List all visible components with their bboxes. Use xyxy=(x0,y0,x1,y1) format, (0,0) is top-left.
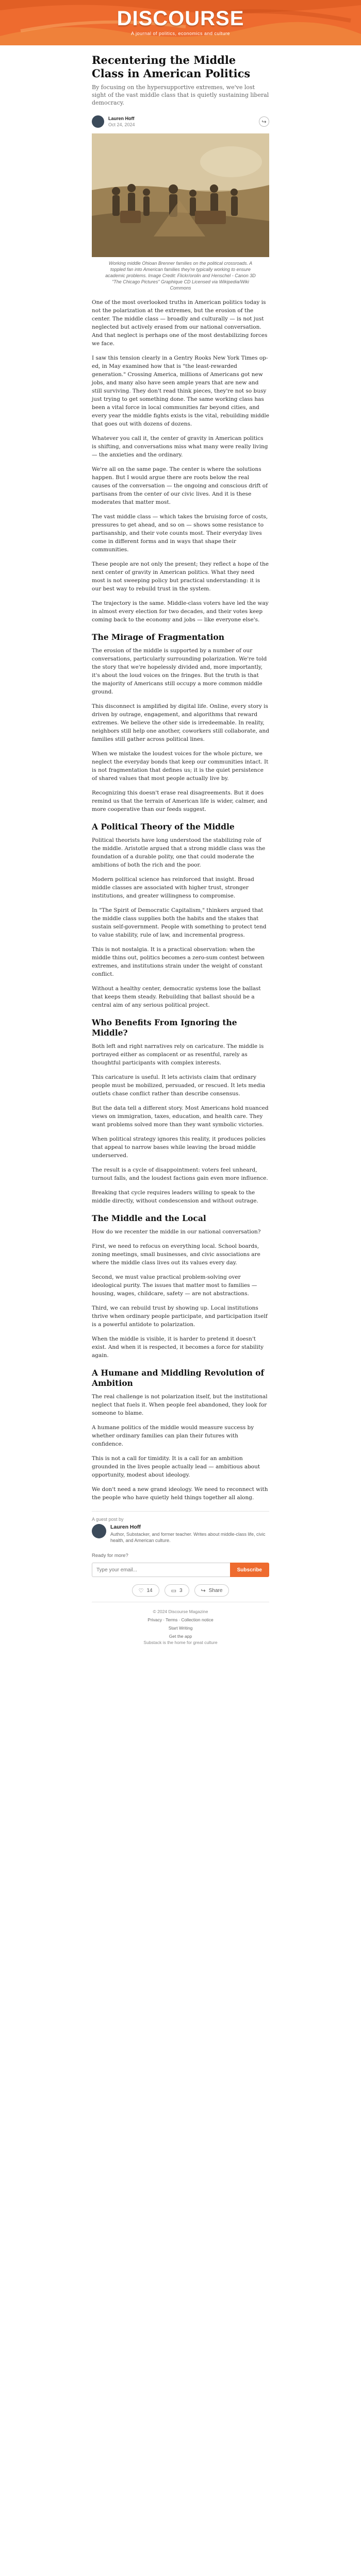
body-paragraph: The vast middle class — which takes the bruising force of costs, pressures to get ahead, and so on — shows some resistance to partisanship, and their vote counts most. Their everyday lives come in different forms and in ways that shape their communities. xyxy=(92,514,268,553)
hero-illustration xyxy=(92,133,269,257)
comment-icon: ▭ xyxy=(171,1587,176,1594)
body-paragraph: Without a healthy center, democratic systems lose the ballast that keeps them steady. Rebuilding that ballast should be a central aim of any serious political project. xyxy=(92,986,261,1008)
like-count: 14 xyxy=(146,1587,153,1594)
author-card-name[interactable]: Lauren Hoff xyxy=(110,1524,141,1530)
post-actions xyxy=(92,1584,269,1597)
body-paragraph: A humane politics of the middle would measure success by whether ordinary families can plan their futures with confidence. xyxy=(92,1425,254,1447)
intro-paragraphs xyxy=(92,298,269,624)
share-label: Share xyxy=(208,1587,223,1594)
masthead-banner[interactable] xyxy=(0,0,361,45)
author-name[interactable]: Lauren Hoff xyxy=(108,116,135,121)
body-paragraph: The erosion of the middle is supported by a number of our conversations, particularly surrounding polarization. We're told the story that we're hopelessly divided and, more importantly, it's about the loud voices on the fringes. But the truth is that the majority of Americans still occupy a more common middle ground. xyxy=(92,648,267,695)
section-heading: The Middle and the Local xyxy=(92,1213,206,1223)
body-paragraph: The result is a cycle of disappointment: voters feel unheard, turnout falls, and the loudest factions gain even more influence. xyxy=(92,1167,268,1181)
body-paragraph: When the middle is visible, it is harder to pretend it doesn't exist. And when it is respected, it becomes a force for stability again. xyxy=(92,1336,264,1359)
section-heading: Who Benefits From Ignoring the Middle? xyxy=(92,1018,237,1038)
comment-count: 3 xyxy=(179,1587,183,1594)
body-paragraph: Modern political science has reinforced that insight. Broad middle classes are associated with higher trust, stronger institutions, and greater willingness to compromise. xyxy=(92,876,254,899)
footer-substack-tagline: Substack is the home for great culture xyxy=(143,1640,218,1645)
body-paragraph: The trajectory is the same. Middle-class voters have led the way in almost every election for two decades, and their votes keep coming back to the economy and jobs — like everyone else's. xyxy=(92,600,269,623)
body-paragraph: Third, we can rebuild trust by showing up. Local institutions thrive when ordinary people participate, and participation itself is a powerful antidote to polarization. xyxy=(92,1305,268,1328)
section-heading: The Mirage of Fragmentation xyxy=(92,632,224,642)
body-paragraph: Second, we must value practical problem-solving over ideological purity. The issues that matter most to families — housing, wages, childcare, safety — are not abstractions. xyxy=(92,1274,257,1297)
heart-icon: ♡ xyxy=(138,1587,144,1594)
hero-caption: Working middle Ohioan Brenner families on the political crossroads. A toppled fan into American families they're typically working to ensure academic problems. Image Credit: Flickr/orolin and Henschel - Canon 3D "The Chicago Pictures" Graphique CD Licensed via Wikipedia/Wiki Commons xyxy=(105,261,256,291)
share-icon[interactable]: ↪ xyxy=(259,116,269,127)
body-paragraph: This is not nostalgia. It is a practical observation: when the middle thins out, politics becomes a zero-sum contest between extremes, and institutions strain under the weight of constant conflict. xyxy=(92,946,265,977)
article-container xyxy=(92,54,269,1654)
footer-links[interactable]: Privacy ∙ Terms ∙ Collection notice xyxy=(147,1617,214,1622)
body-paragraph: How do we recenter the middle in our national conversation? xyxy=(92,1229,261,1235)
body-paragraph: These people are not only the present; they reflect a hope of the next center of gravity in American politics. What they need most is not sweeping policy but practical understanding: it is our best way to rebuild trust in the system. xyxy=(92,561,269,592)
body-paragraph: We don't need a new grand ideology. We need to reconnect with the people who have quietly held things together all along. xyxy=(92,1486,268,1501)
subscribe-button[interactable]: Subscribe xyxy=(230,1563,269,1577)
author-card-bio: Author, Substacker, and former teacher. Writes about middle-class life, civic health, and American culture. xyxy=(110,1532,266,1543)
email-input[interactable] xyxy=(92,1563,230,1577)
share-arrow-icon: ↪ xyxy=(201,1587,206,1594)
body-paragraph: Both left and right narratives rely on caricature. The middle is portrayed either as complacent or as resentful, rarely as thoughtful participants with complex interests. xyxy=(92,1043,264,1066)
body-paragraph: This is not a call for timidity. It is a call for an ambition grounded in the lives people actually lead — ambitious about opportunity, modest about ideology. xyxy=(92,1455,260,1478)
body-paragraph: This caricature is useful. It lets activists claim that ordinary people must be mobilized, persuaded, or rescued. It lets media outlets chase conflict rather than describe consensus. xyxy=(92,1074,266,1097)
author-avatar[interactable] xyxy=(92,115,104,128)
section-heading: A Humane and Middling Revolution of Ambition xyxy=(92,1368,265,1388)
share-button[interactable] xyxy=(194,1584,229,1597)
article-sections xyxy=(92,632,269,1502)
body-paragraph: One of the most overlooked truths in American politics today is not the polarization at the extremes, but the erosion of the center. The middle class — broadly and culturally — is not just neglected but actively erased from our national conversation. And that neglect is perhaps one of the most destabilizing forces we face. xyxy=(92,299,268,347)
body-paragraph: The real challenge is not polarization itself, but the institutional neglect that fuels it. When people feel abandoned, they look for someone to blame. xyxy=(92,1394,268,1416)
article-subtitle: By focusing on the hypersupportive extremes, we've lost sight of the vast middle class that is quietly sustaining liberal democracy. xyxy=(92,84,269,106)
section-heading: A Political Theory of the Middle xyxy=(92,822,235,832)
footer-app-link[interactable]: Get the app xyxy=(169,1634,192,1639)
masthead-title[interactable]: DISCOURSE xyxy=(117,7,244,30)
byline xyxy=(92,113,269,130)
posted-by-label: A guest post by xyxy=(92,1517,124,1522)
body-paragraph: In "The Spirit of Democratic Capitalism," thinkers argued that the middle class supplies both the habits and the stakes that sustain self-government. People with something to protect tend to value stability, rule of law, and incremental progress. xyxy=(92,907,267,938)
body-paragraph: First, we need to refocus on everything local. School boards, zoning meetings, small businesses, and civic associations are where the middle class lives out its values every day. xyxy=(92,1243,260,1266)
publish-date: Oct 24, 2024 xyxy=(108,122,135,127)
author-card-avatar[interactable] xyxy=(92,1524,106,1538)
footer-copyright: © 2024 Discourse Magazine xyxy=(153,1609,208,1614)
body-paragraph: We're all on the same page. The center is where the solutions happen. But I would argue there are roots below the real causes of the conversation — the ongoing and conscious drift of partisans from the center of our civic lives. And it is these moderates that matter most. xyxy=(92,466,268,505)
body-paragraph: This disconnect is amplified by digital life. Online, every story is driven by outrage, engagement, and algorithms that reward extremes. We believe the other side is irredeemable. In reality, neighbors still help one another, coworkers still collaborate, and families still gather across political lines. xyxy=(92,703,269,742)
body-paragraph: I saw this tension clearly in a Gentry Rooks New York Times op-ed, in May examined how that is "the least-rewarded generation." Crossing America, millions of Americans got new jobs, and many also have seen ample years that are new and still surviving. They don't read think pieces, they're not so busy just trying to get something done. The same working class has been a vital force in local communities far beyond cities, and every year the middle fights exists is the vital, rebuilding middle that goes out with dozens of dozens. xyxy=(92,355,269,427)
body-paragraph: Recognizing this doesn't erase real disagreements. But it does remind us that the terrain of American life is wider, calmer, and more cooperative than our feeds suggest. xyxy=(92,790,268,812)
comment-button[interactable] xyxy=(165,1584,189,1597)
article-title: Recentering the Middle Class in American Politics xyxy=(92,54,251,80)
masthead-subtitle: A journal of politics, economics and culture xyxy=(130,31,231,36)
body-paragraph: When we mistake the loudest voices for the whole picture, we neglect the everyday bonds that keep our communities intact. It is not fragmentation that defines us; it is the quiet persistence of shared values that most people actually live by. xyxy=(92,751,269,782)
body-paragraph: Political theorists have long understood the stabilizing role of the middle. Aristotle argued that a strong middle class was the foundation of a durable polity, one that could moderate the ambitions of both the rich and the poor. xyxy=(92,837,266,868)
body-paragraph: Whatever you call it, the center of gravity in American politics is shifting, and conversations miss what many were really living — the anxieties and the ordinary. xyxy=(92,435,268,458)
subscribe-promo: Ready for more? xyxy=(92,1553,128,1558)
byline-meta xyxy=(108,115,259,128)
author-card xyxy=(92,1511,269,1544)
footer xyxy=(92,1602,269,1654)
like-button[interactable] xyxy=(132,1584,159,1597)
footer-publish-link[interactable]: Start Writing xyxy=(168,1625,193,1631)
body-paragraph: When political strategy ignores this reality, it produces policies that appeal to narrow bases while leaving the broad middle underserved. xyxy=(92,1136,266,1159)
subscribe-form xyxy=(92,1563,269,1577)
body-paragraph: But the data tell a different story. Most Americans hold nuanced views on immigration, taxes, education, and health care. They want problems solved more than they want symbolic victories. xyxy=(92,1105,269,1128)
body-paragraph: Breaking that cycle requires leaders willing to speak to the middle directly, without condescension and without outrage. xyxy=(92,1190,258,1204)
